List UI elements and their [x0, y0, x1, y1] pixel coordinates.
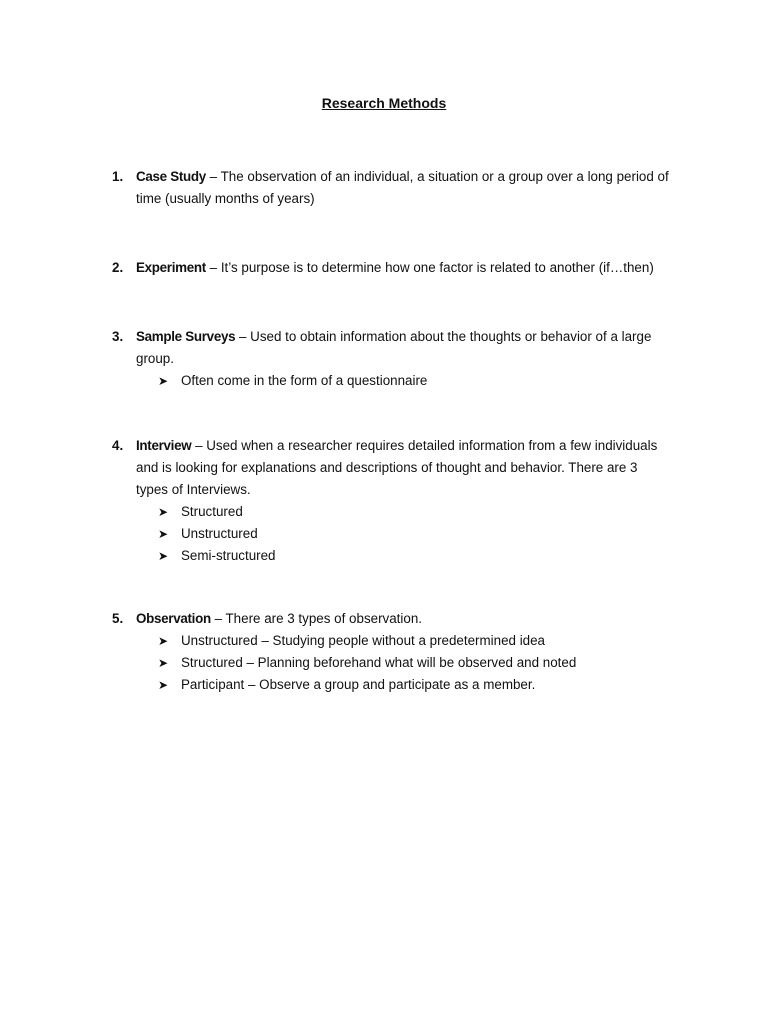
- item-body: [136, 608, 681, 696]
- arrowhead-bullet-icon: ➤: [158, 549, 169, 563]
- item-body: [136, 435, 666, 567]
- arrowhead-bullet-icon: ➤: [158, 374, 169, 388]
- item-term: Interview: [136, 438, 192, 453]
- item-term: Sample Surveys: [136, 329, 236, 344]
- sub-bullet-text: Participant – Observe a group and participate as a member.: [181, 677, 536, 692]
- item-body: [136, 257, 696, 279]
- sub-bullet-list: [136, 501, 666, 567]
- sub-bullet-item: [136, 652, 681, 674]
- sub-bullet-text: Often come in the form of a questionnaire: [181, 373, 428, 388]
- item-text: – Used when a researcher requires detailed information from a few individuals and is looking for explanations and descriptions of thought and behavior. There are 3 types of Interviews.: [136, 438, 658, 497]
- item-text: – Used to obtain information about the thoughts or behavior of a large group.: [136, 329, 652, 366]
- item-term: Case Study: [136, 169, 206, 184]
- sub-bullet-item: [136, 545, 666, 567]
- item-term: Experiment: [136, 260, 206, 275]
- item-number: 3.: [112, 329, 124, 344]
- sub-bullet-text: Structured – Planning beforehand what will be observed and noted: [181, 655, 577, 670]
- item-number: 4.: [112, 438, 124, 453]
- sub-bullet-item: [136, 370, 681, 392]
- sub-bullet-item: [136, 523, 666, 545]
- sub-bullet-text: Unstructured: [181, 526, 258, 541]
- document-title: Research Methods: [321, 95, 447, 111]
- sub-bullet-item: [136, 501, 666, 523]
- item-text: – There are 3 types of observation.: [210, 611, 422, 626]
- sub-bullet-item: [136, 674, 681, 696]
- item-number: 2.: [112, 260, 124, 275]
- arrowhead-bullet-icon: ➤: [158, 634, 169, 648]
- item-number: 1.: [112, 169, 124, 184]
- sub-bullet-item: [136, 630, 681, 652]
- sub-bullet-text: Unstructured – Studying people without a predetermined idea: [181, 633, 546, 648]
- arrowhead-bullet-icon: ➤: [158, 505, 169, 519]
- item-text: – The observation of an individual, a situation or a group over a long period of time (usually months of years): [136, 169, 669, 206]
- item-text: – It’s purpose is to determine how one factor is related to another (if…then): [205, 260, 654, 275]
- arrowhead-bullet-icon: ➤: [158, 527, 169, 541]
- arrowhead-bullet-icon: ➤: [158, 678, 169, 692]
- item-body: [136, 166, 681, 210]
- arrowhead-bullet-icon: ➤: [158, 656, 169, 670]
- sub-bullet-list: [136, 370, 681, 392]
- sub-bullet-text: Structured: [181, 504, 243, 519]
- item-number: 5.: [112, 611, 124, 626]
- item-body: [136, 326, 681, 392]
- sub-bullet-text: Semi-structured: [181, 548, 276, 563]
- sub-bullet-list: [136, 630, 681, 696]
- item-term: Observation: [136, 611, 211, 626]
